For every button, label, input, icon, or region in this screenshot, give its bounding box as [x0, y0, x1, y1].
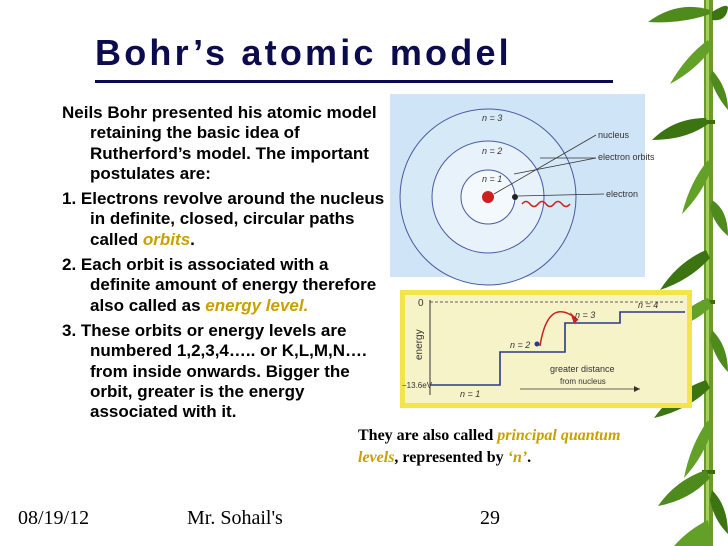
energy-level-highlight: energy level. — [205, 295, 309, 315]
postulate-1 — [62, 189, 392, 250]
note-end: . — [527, 448, 532, 466]
footer-date: 08/19/12 — [18, 507, 90, 529]
orbit-diagram — [390, 94, 655, 277]
distance-sublabel: from nucleus — [560, 377, 606, 386]
intro-paragraph: Neils Bohr presented his atomic model retaining the basic idea of Rutherford’s model. The important postulates are: — [62, 103, 377, 183]
ground-energy-label: −13.6eV — [402, 381, 433, 390]
zero-label: 0 — [418, 298, 424, 309]
level-n3-label: n = 3 — [575, 310, 596, 320]
orbits-label: electron orbits — [598, 152, 655, 162]
footer-page-number: 29 — [480, 507, 500, 529]
title-underline — [95, 80, 613, 83]
level-n2-label: n = 2 — [510, 340, 531, 350]
electron-dot — [512, 194, 518, 200]
postulate-1-text: 1. Electrons revolve around the nucleus in definite, closed, circular paths called — [62, 189, 385, 249]
footer-author: Mr. Sohail's — [187, 507, 283, 529]
orbit-label-n2: n = 2 — [482, 146, 503, 156]
postulate-3: 3. These orbits or energy levels are numbered 1,2,3,4….. or K,L,M,N…. from inside onwards. Bigger the orbit, greater is the energy associated with it. — [62, 320, 367, 422]
principal-quantum-levels-highlight: principal quantum levels — [358, 427, 621, 466]
orbits-highlight: orbits — [142, 229, 191, 249]
distance-label: greater distance — [550, 364, 615, 374]
postulate-2-text: 2. Each orbit is associated with a definite amount of energy therefore also called as — [62, 255, 377, 315]
postulates-list — [62, 103, 392, 427]
level-n4-label: n = 4 — [638, 300, 659, 310]
bamboo-stalk — [706, 0, 709, 546]
orbit-label-n3: n = 3 — [482, 113, 503, 123]
bamboo-leaves — [648, 6, 728, 546]
electron-marker — [535, 342, 540, 347]
postulate-1-end: . — [190, 229, 195, 249]
quantum-levels-note — [358, 425, 658, 468]
note-prefix: They are also called — [358, 427, 498, 444]
nucleus-dot — [482, 191, 494, 203]
energy-axis-label: energy — [414, 329, 425, 360]
orbit-label-n1: n = 1 — [482, 174, 503, 184]
electron-label: electron — [606, 189, 639, 199]
level-n1-label: n = 1 — [460, 389, 481, 399]
slide-title: Bohr’s atomic model — [95, 32, 512, 73]
title-block — [95, 32, 615, 83]
note-middle: , represented by — [394, 448, 508, 466]
n-symbol-highlight: ‘n’ — [507, 448, 528, 466]
energy-level-diagram — [400, 290, 692, 408]
nucleus-label: nucleus — [598, 130, 630, 140]
postulate-2 — [62, 255, 392, 316]
